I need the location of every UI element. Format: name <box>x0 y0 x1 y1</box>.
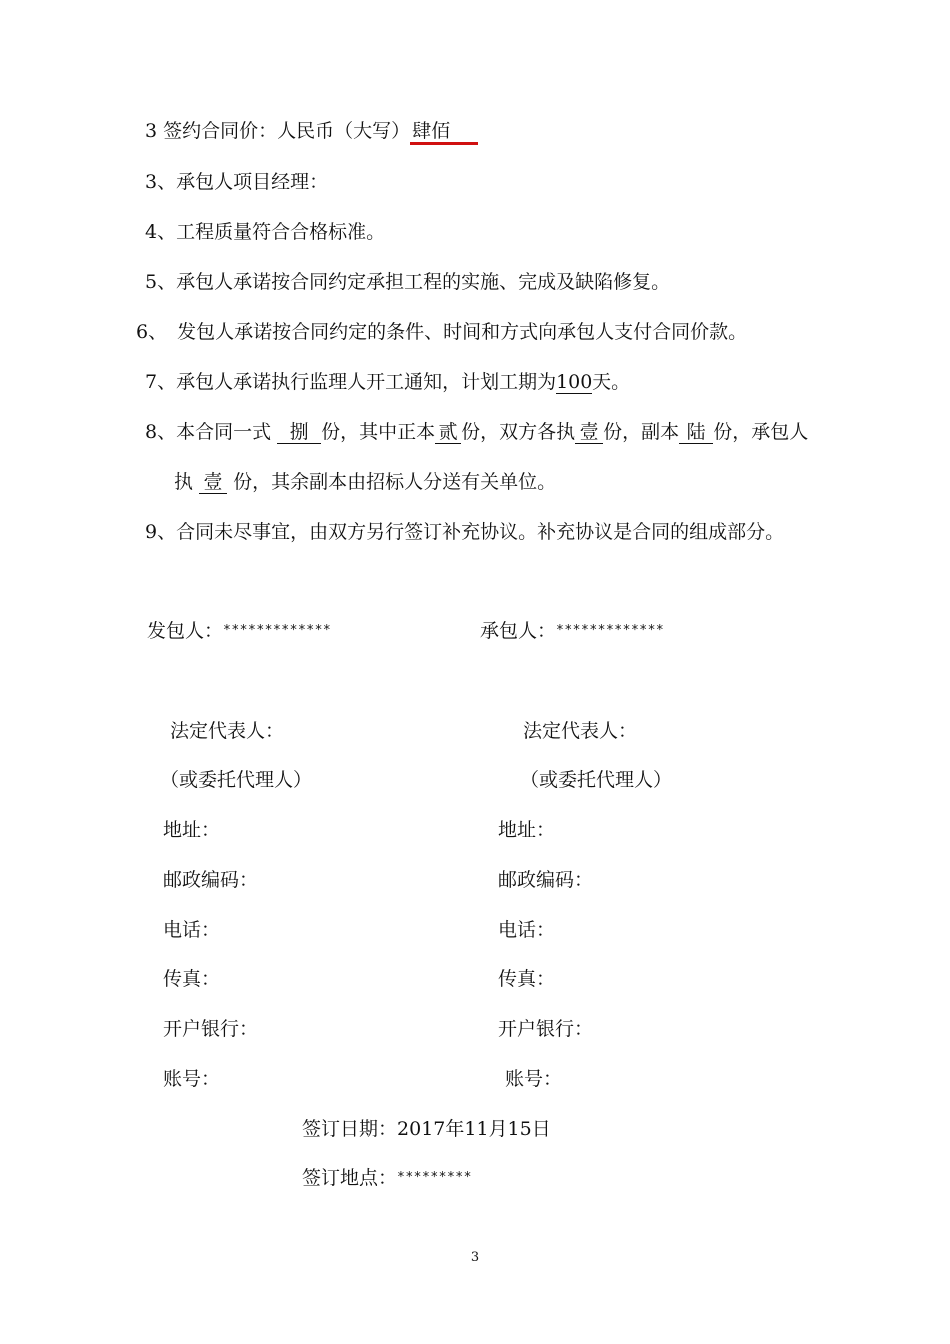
copies-original-value: 贰 <box>435 421 461 444</box>
schedule-days-value: 100 <box>556 371 593 393</box>
copies-duplicate-value: 陆 <box>679 421 713 444</box>
employer-address: 地址： <box>163 819 221 841</box>
contractor-legal-rep: 法定代表人： <box>523 720 638 742</box>
contractor-fax: 传真： <box>498 968 556 990</box>
contractor-bank: 开户银行： <box>498 1018 594 1040</box>
employer-fax: 传真： <box>163 968 221 990</box>
schedule-line: 7、承包人承诺执行监理人开工通知，计划工期为100天。 <box>145 371 631 393</box>
employer-postcode: 邮政编码： <box>163 869 259 891</box>
copies-line: 8、本合同一式 捌 份，其中正本 贰 份，双方各执 壹 份，副本 陆 份，承包人 <box>145 421 809 443</box>
employer-party: 发包人：************* <box>147 620 332 642</box>
copies-contractor-value: 壹 <box>199 471 227 494</box>
copies-line-2: 执 壹 份，其余副本由招标人分送有关单位。 <box>174 471 557 493</box>
contractor-account: 账号： <box>505 1068 563 1090</box>
employer-phone: 电话： <box>163 919 221 941</box>
page-number: 3 <box>470 1250 480 1265</box>
employer-account: 账号： <box>163 1068 221 1090</box>
copies-total-value: 捌 <box>277 421 321 444</box>
contract-price-line: 3 签约合同价：人民币（大写） 肆佰 <box>145 119 478 145</box>
signing-date: 签订日期：2017年11月15日 <box>302 1118 551 1140</box>
contractor-party: 承包人：************* <box>480 620 665 642</box>
quality-line: 4、工程质量符合合格标准。 <box>145 221 386 243</box>
employer-legal-rep: 法定代表人： <box>170 720 285 742</box>
contractor-postcode: 邮政编码： <box>498 869 594 891</box>
signing-place: 签订地点：********* <box>302 1167 472 1189</box>
contractor-phone: 电话： <box>498 919 556 941</box>
copies-each-value: 壹 <box>575 421 603 444</box>
contractor-agent: （或委托代理人） <box>520 769 673 791</box>
contract-price-value: 肆佰 <box>410 120 478 145</box>
employer-bank: 开户银行： <box>163 1018 259 1040</box>
employer-promise-line: 6、 发包人承诺按合同约定的条件、时间和方式向承包人支付合同价款。 <box>136 321 748 343</box>
contractor-address: 地址： <box>498 819 556 841</box>
supplement-line: 9、合同未尽事宜，由双方另行签订补充协议。补充协议是合同的组成部分。 <box>145 521 785 543</box>
contractor-promise-line: 5、承包人承诺按合同约定承担工程的实施、完成及缺陷修复。 <box>145 271 671 293</box>
project-manager-line: 3、承包人项目经理： <box>145 171 329 193</box>
employer-agent: （或委托代理人） <box>160 769 313 791</box>
